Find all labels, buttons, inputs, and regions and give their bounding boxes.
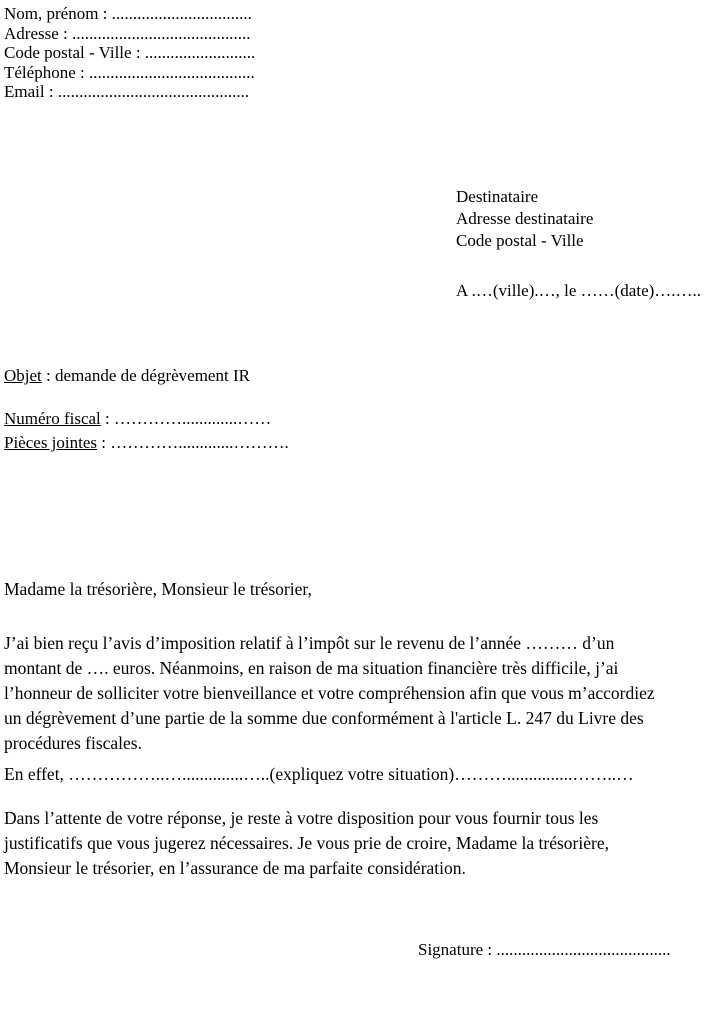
fiscal-number-value: : ………….............…… — [100, 409, 272, 428]
paragraph-request-line: montant de …. euros. Néanmoins, en raison de ma situation financière très difficile, j’ai — [4, 658, 619, 678]
subject-text: : demande de dégrèvement IR — [41, 366, 250, 385]
fiscal-number-label: Numéro fiscal — [4, 409, 101, 428]
sender-phone-line: Téléphone : ....................................... — [4, 62, 255, 82]
paragraph-request-line: l’honneur de solliciter votre bienveillance et votre compréhension afin que vous m’accordiez — [4, 683, 655, 703]
paragraph-closing — [4, 806, 609, 881]
paragraph-closing-line: Monsieur le trésorier, en l’assurance de ma parfaite considération. — [4, 858, 466, 878]
attachments-value: : ………….............………. — [97, 433, 289, 452]
sender-address-line: Adresse : .......................................... — [4, 23, 251, 43]
sender-email-line: Email : ............................................. — [4, 82, 250, 101]
paragraph-request-line: procédures fiscales. — [4, 733, 142, 753]
paragraph-request-line: un dégrèvement d’une partie de la somme due conformément à l'article L. 247 du Livre des — [4, 708, 644, 728]
paragraph-explanation: En effet, ……………..…..............…..(expliquez votre situation)………...............……..… — [4, 764, 634, 784]
signature-value: : ......................................... — [483, 940, 671, 959]
sender-name-line: Nom, prénom : ................................. — [4, 4, 252, 23]
place-date-line: A .…(ville).…, le ……(date)….….. — [456, 281, 702, 300]
signature-line — [418, 940, 671, 960]
sender-address-block — [4, 4, 255, 102]
recipient-address-line: Adresse destinataire — [456, 209, 594, 228]
signature-label: Signature — [418, 940, 484, 959]
paragraph-closing-line: justificatifs que vous jugerez nécessaires. Je vous prie de croire, Madame la trésorière, — [4, 833, 609, 853]
subject-label: Objet — [4, 366, 42, 385]
recipient-address-block — [456, 186, 593, 252]
recipient-name-line: Destinataire — [456, 187, 539, 206]
paragraph-request — [4, 631, 655, 756]
attachments-line — [4, 433, 289, 453]
paragraph-closing-line: Dans l’attente de votre réponse, je reste à votre disposition pour vous fournir tous les — [4, 808, 599, 828]
salutation: Madame la trésorière, Monsieur le trésorier, — [4, 579, 312, 599]
subject-line — [4, 366, 250, 386]
attachments-label: Pièces jointes — [4, 433, 98, 452]
recipient-city-line: Code postal - Ville — [456, 231, 584, 250]
fiscal-number-line — [4, 409, 271, 429]
paragraph-request-line: J’ai bien reçu l’avis d’imposition relatif à l’impôt sur le revenu de l’année ……… d’un — [4, 633, 615, 653]
sender-city-line: Code postal - Ville : .......................... — [4, 43, 256, 62]
